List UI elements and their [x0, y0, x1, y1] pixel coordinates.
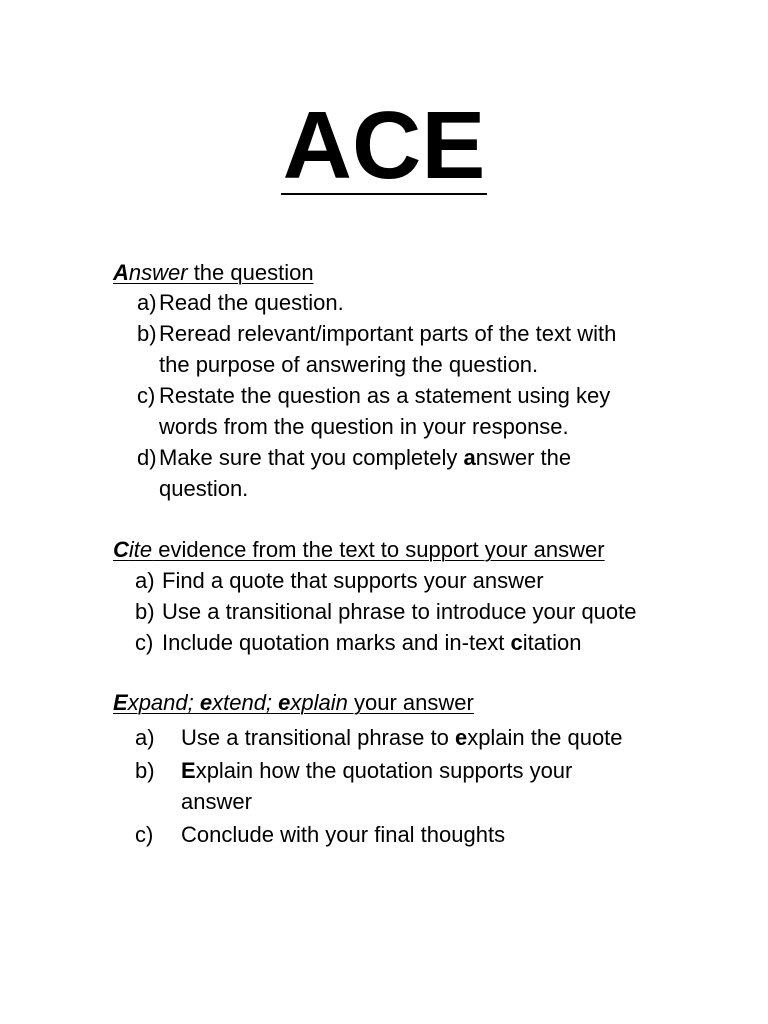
section-heading-expand: Expand; extend; explain your answer [113, 690, 474, 715]
section-heading-answer: Answer the question [113, 260, 314, 285]
page-title: ACE [282, 92, 486, 199]
section-heading-cite: Cite evidence from the text to support your answer [113, 537, 605, 562]
